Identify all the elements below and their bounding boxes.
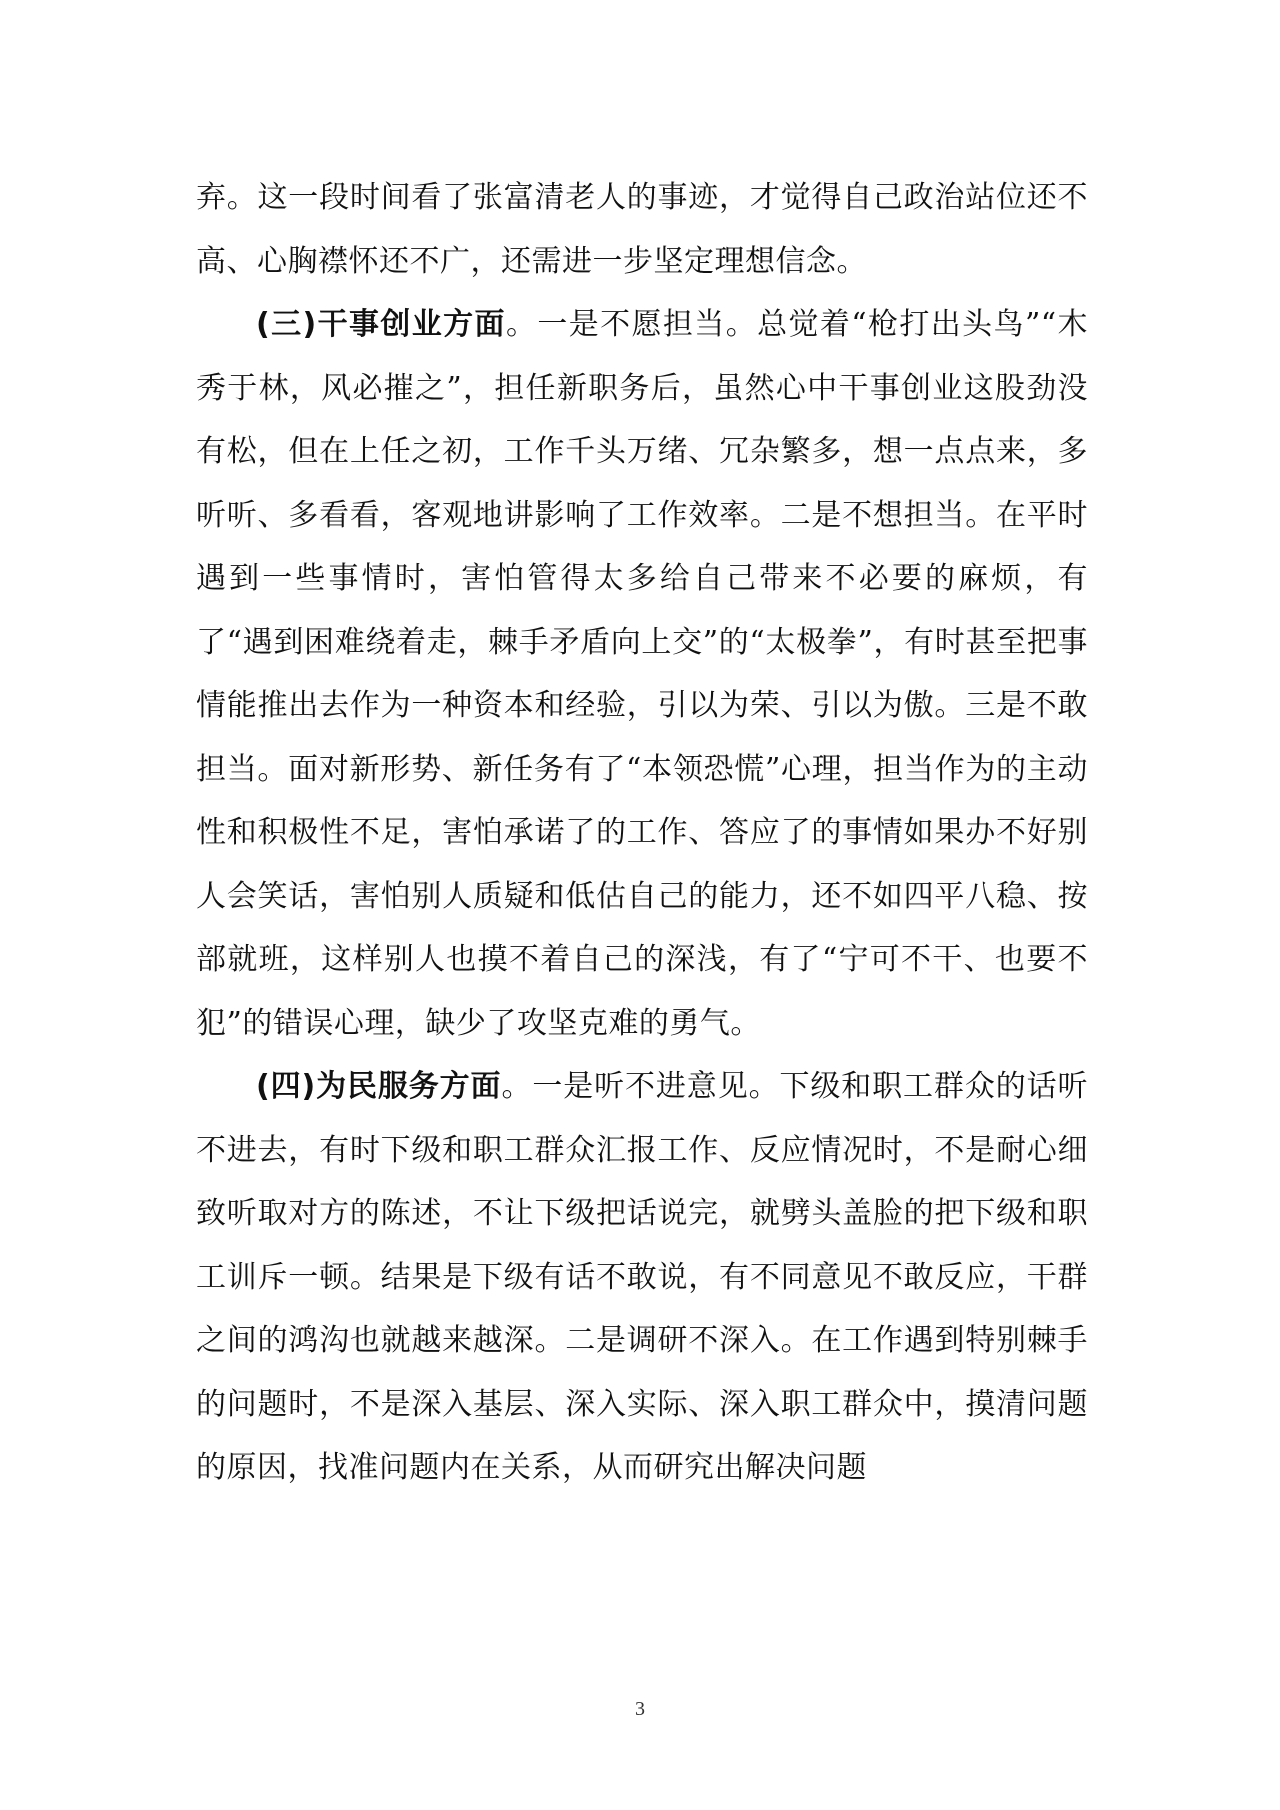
paragraph-continuation	[196, 166, 1088, 293]
paragraph-text: 弃。这一段时间看了张富清老人的事迹，才觉得自己政治站位还不高、心胸襟怀还不广，还需进一步坚定理想信念。	[196, 180, 1088, 279]
page-number: 3	[635, 1698, 645, 1720]
section-heading: (四)为民服务方面	[256, 1069, 502, 1104]
section-heading: (三)干事创业方面	[256, 307, 506, 342]
paragraph-text: 。一是听不进意见。下级和职工群众的话听不进去，有时下级和职工群众汇报工作、反应情况时，不是耐心细致听取对方的陈述，不让下级把话说完，就劈头盖脸的把下级和职工训斥一顿。结果是下级有话不敢说，有不同意见不敢反应，干群之间的鸿沟也就越来越深。二是调研不深入。在工作遇到特别棘手的问题时，不是深入基层、深入实际、深入职工群众中，摸清问题的原因，找准问题内在关系，从而研究出解决问题	[196, 1069, 1089, 1485]
paragraph-text: 。一是不愿担当。总觉着“枪打出头鸟”“木秀于林，风必摧之”，担任新职务后，虽然心中干事创业这股劲没有松，但在上任之初，工作千头万绪、冗杂繁多，想一点点来，多听听、多看看，客观地讲影响了工作效率。二是不想担当。在平时遇到一些事情时，害怕管得太多给自己带来不必要的麻烦，有了“遇到困难绕着走，棘手矛盾向上交”的“太极拳”，有时甚至把事情能推出去作为一种资本和经验，引以为荣、引以为傲。三是不敢担当。面对新形势、新任务有了“本领恐慌”心理，担当作为的主动性和积极性不足，害怕承诺了的工作、答应了的事情如果办不好别人会笑话，害怕别人质疑和低估自己的能力，还不如四平八稳、按部就班，这样别人也摸不着自己的深浅，有了“宁可不干、也要不犯”的错误心理，缺少了攻坚克难的勇气。	[196, 307, 1089, 1041]
paragraph-career	[196, 293, 1088, 1055]
document-body	[196, 166, 1088, 1500]
paragraph-service	[196, 1055, 1088, 1500]
